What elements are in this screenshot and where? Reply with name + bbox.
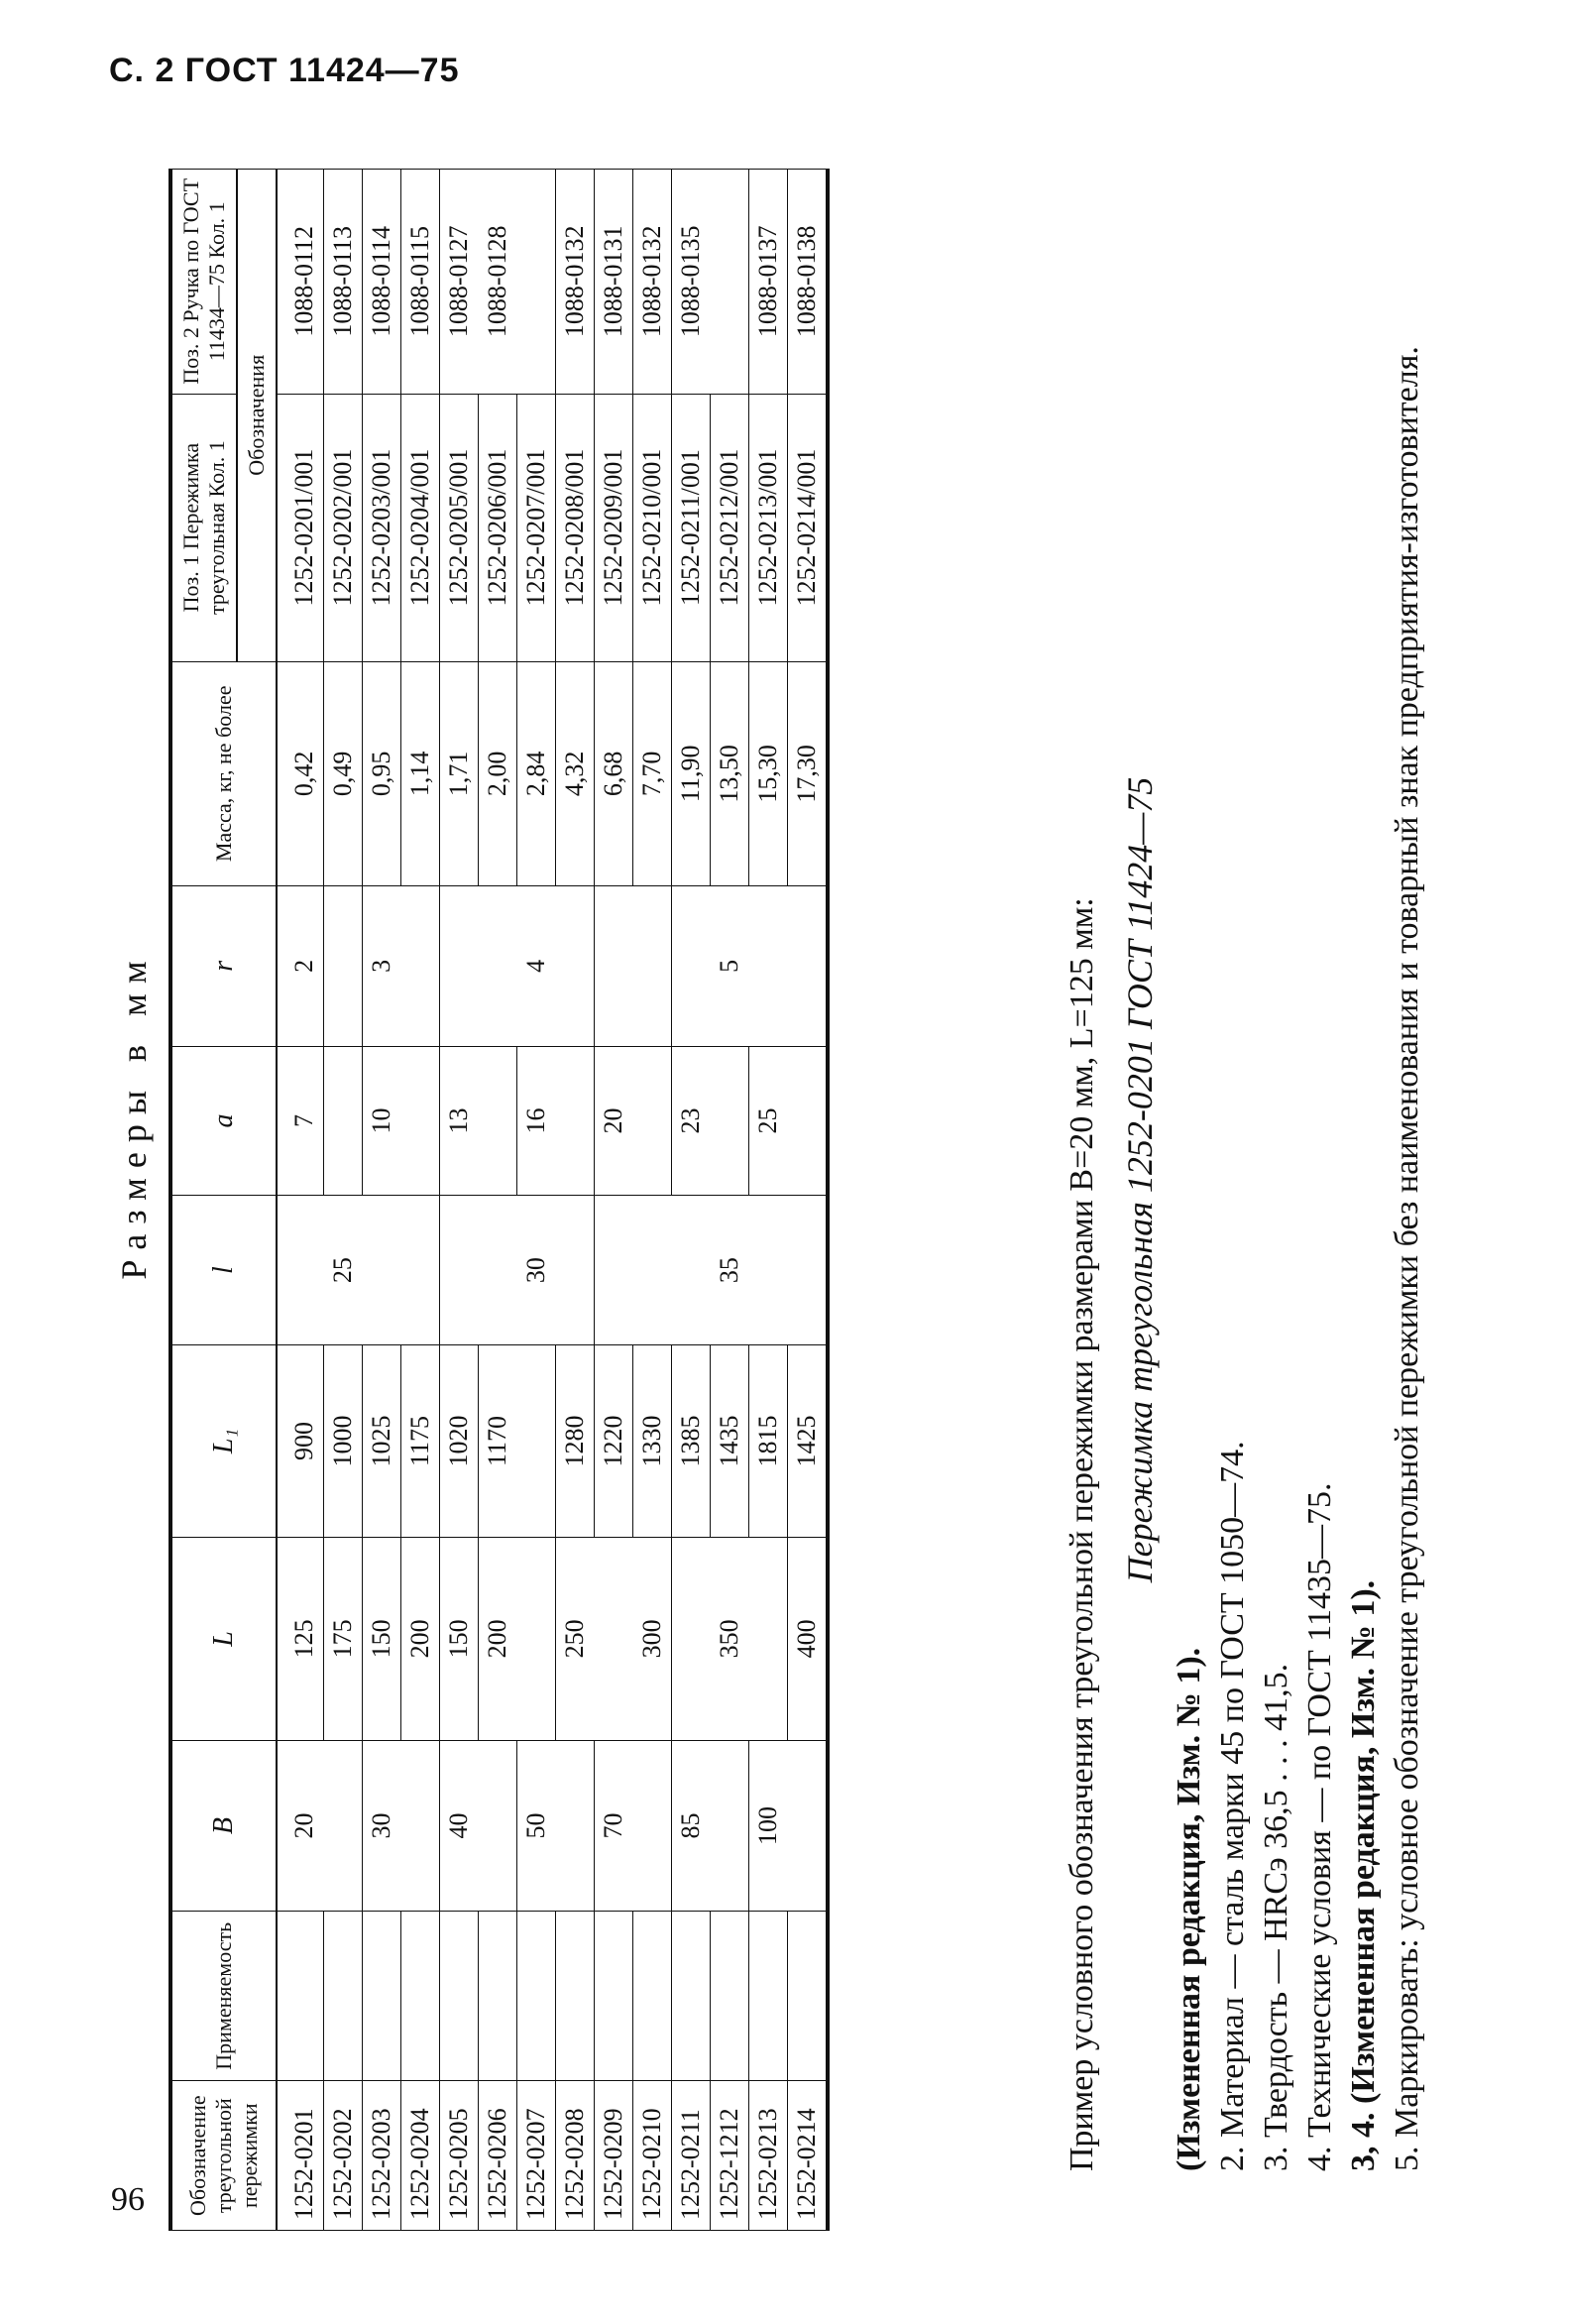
table-row	[401, 170, 440, 2231]
cell-mass: 2,00	[479, 661, 517, 886]
cell-a: 10	[363, 1046, 401, 1196]
cell-applicability	[595, 1912, 633, 2081]
cell-l	[749, 1196, 788, 1345]
cell-L: 200	[479, 1537, 517, 1740]
cell-code: 1252-1212	[711, 2081, 749, 2231]
cell-r	[440, 886, 479, 1047]
col-applicability: Применяемость	[170, 1912, 277, 2081]
table-row	[324, 170, 363, 2231]
cell-pos1: 1252-0208/001	[556, 394, 595, 661]
cell-a	[401, 1046, 440, 1196]
cell-L: 150	[363, 1537, 401, 1740]
col-a: a	[170, 1046, 277, 1196]
cell-a	[556, 1046, 595, 1196]
cell-B: 100	[749, 1740, 788, 1911]
cell-l	[277, 1196, 324, 1345]
cell-r: 2	[277, 886, 324, 1047]
table-row	[788, 170, 829, 2231]
cell-l	[595, 1196, 633, 1345]
cell-code: 1252-0206	[479, 2081, 517, 2231]
cell-mass: 7,70	[633, 661, 672, 886]
table-row	[749, 170, 788, 2231]
cell-a	[324, 1046, 363, 1196]
note-amendment-1: (Измененная редакция, Изм. № 1).	[1171, 1647, 1207, 2171]
cell-L1: 1815	[749, 1344, 788, 1537]
col-mass: Масса, кг, не более	[170, 661, 277, 886]
cell-pos1: 1252-0206/001	[479, 394, 517, 661]
cell-mass: 13,50	[711, 661, 749, 886]
cell-l	[363, 1196, 401, 1345]
example-text: Пример условного обозначения треугольной пережимки размерами B=20 мм, L=125 мм:	[1064, 897, 1100, 2171]
cell-pos2: 1088-0132	[633, 170, 672, 395]
cell-code: 1252-0213	[749, 2081, 788, 2231]
page-number: 96	[111, 2181, 145, 2218]
cell-pos2: 1088-0131	[595, 170, 633, 395]
cell-pos1: 1252-0212/001	[711, 394, 749, 661]
cell-L1: 1435	[711, 1344, 749, 1537]
cell-applicability	[749, 1912, 788, 2081]
cell-code: 1252-0207	[517, 2081, 556, 2231]
cell-pos2	[517, 170, 556, 395]
cell-L1: 900	[277, 1344, 324, 1537]
cell-B	[556, 1740, 595, 1911]
cell-mass: 11,90	[672, 661, 711, 886]
cell-applicability	[672, 1912, 711, 2081]
cell-L1: 1000	[324, 1344, 363, 1537]
col-l: l	[170, 1196, 277, 1345]
cell-r	[672, 886, 711, 1047]
cell-applicability	[788, 1912, 829, 2081]
cell-mass: 0,42	[277, 661, 324, 886]
cell-l	[672, 1196, 711, 1345]
cell-l	[788, 1196, 829, 1345]
cell-L1: 1025	[363, 1344, 401, 1537]
cell-r	[595, 886, 633, 1047]
table-row	[517, 170, 556, 2231]
cell-mass: 17,30	[788, 661, 829, 886]
cell-L1	[517, 1344, 556, 1537]
cell-mass: 0,49	[324, 661, 363, 886]
cell-mass: 0,95	[363, 661, 401, 886]
table-row	[277, 170, 324, 2231]
col-L: L	[170, 1537, 277, 1740]
cell-code: 1252-0214	[788, 2081, 829, 2231]
cell-r	[324, 886, 363, 1047]
cell-L1: 1170	[479, 1344, 517, 1537]
cell-pos1: 1252-0211/001	[672, 394, 711, 661]
cell-mass: 4,32	[556, 661, 595, 886]
note-hardness: 3. Твердость — HRCэ 36,5 . . . 41,5.	[1258, 1663, 1294, 2171]
cell-B: 70	[595, 1740, 633, 1911]
cell-L1: 1175	[401, 1344, 440, 1537]
cell-pos1: 1252-0213/001	[749, 394, 788, 661]
cell-L: 300	[633, 1537, 672, 1740]
cell-L: 350	[711, 1537, 749, 1740]
cell-l	[556, 1196, 595, 1345]
cell-L1: 1220	[595, 1344, 633, 1537]
table-row	[479, 170, 517, 2231]
cell-B: 50	[517, 1740, 556, 1911]
note-marking: 5. Маркировать: условное обозначение треугольной пережимки без наименования и товарный знак предприятия-изготовителя.	[1389, 346, 1425, 2171]
cell-pos2: 1088-0114	[363, 170, 401, 395]
cell-code: 1252-0202	[324, 2081, 363, 2231]
cell-r	[479, 886, 517, 1047]
cell-applicability	[556, 1912, 595, 2081]
table-row	[672, 170, 711, 2231]
cell-pos2: 1088-0135	[672, 170, 711, 395]
table-caption: Размеры в мм	[114, 951, 154, 1280]
note-amendment-2: 3, 4. (Измененная редакция, Изм. № 1).	[1345, 1579, 1382, 2171]
cell-pos1: 1252-0207/001	[517, 394, 556, 661]
notes-block	[1061, 188, 1429, 2171]
cell-a: 20	[595, 1046, 633, 1196]
cell-pos2: 1088-0115	[401, 170, 440, 395]
cell-pos1: 1252-0210/001	[633, 394, 672, 661]
cell-mass: 2,84	[517, 661, 556, 886]
cell-B	[479, 1740, 517, 1911]
cell-applicability	[633, 1912, 672, 2081]
cell-a	[633, 1046, 672, 1196]
cell-a: 7	[277, 1046, 324, 1196]
cell-B	[711, 1740, 749, 1911]
cell-l: 30	[517, 1196, 556, 1345]
cell-code: 1252-0210	[633, 2081, 672, 2231]
cell-l: 25	[324, 1196, 363, 1345]
cell-mass: 1,14	[401, 661, 440, 886]
cell-pos1: 1252-0202/001	[324, 394, 363, 661]
cell-code: 1252-0203	[363, 2081, 401, 2231]
cell-B: 20	[277, 1740, 324, 1911]
example-designation: Пережимка треугольная 1252-0201 ГОСТ 11424—75	[1120, 776, 1160, 1583]
cell-L: 400	[788, 1537, 829, 1740]
cell-L1: 1425	[788, 1344, 829, 1537]
cell-pos2: 1088-0138	[788, 170, 829, 395]
cell-applicability	[440, 1912, 479, 2081]
cell-pos2: 1088-0127	[440, 170, 479, 395]
cell-pos2: 1088-0132	[556, 170, 595, 395]
cell-r	[749, 886, 788, 1047]
cell-L	[595, 1537, 633, 1740]
rotated-content	[109, 169, 1467, 2231]
cell-a	[788, 1046, 829, 1196]
cell-B: 85	[672, 1740, 711, 1911]
cell-L: 125	[277, 1537, 324, 1740]
table-header-row	[170, 170, 237, 2231]
cell-r: 3	[363, 886, 401, 1047]
cell-l	[440, 1196, 479, 1345]
table-row	[711, 170, 749, 2231]
cell-B	[324, 1740, 363, 1911]
cell-a: 23	[672, 1046, 711, 1196]
cell-a: 16	[517, 1046, 556, 1196]
cell-L1: 1330	[633, 1344, 672, 1537]
cell-code: 1252-0208	[556, 2081, 595, 2231]
cell-code: 1252-0201	[277, 2081, 324, 2231]
col-pos1: Поз. 1 Пережимка треугольная Кол. 1	[170, 394, 237, 661]
cell-pos1: 1252-0214/001	[788, 394, 829, 661]
table-row	[633, 170, 672, 2231]
cell-r	[788, 886, 829, 1047]
dimensions-table	[168, 169, 830, 2231]
cell-L: 200	[401, 1537, 440, 1740]
cell-L	[749, 1537, 788, 1740]
col-designation: Обозначение треугольной пережимки	[170, 2081, 277, 2231]
cell-a	[711, 1046, 749, 1196]
cell-pos1: 1252-0205/001	[440, 394, 479, 661]
cell-B: 30	[363, 1740, 401, 1911]
cell-r	[556, 886, 595, 1047]
col-r: r	[170, 886, 277, 1047]
cell-a: 13	[440, 1046, 479, 1196]
col-pos2: Поз. 2 Ручка по ГОСТ 11434—75 Кол. 1	[170, 170, 237, 395]
cell-l	[633, 1196, 672, 1345]
cell-B	[633, 1740, 672, 1911]
cell-B: 40	[440, 1740, 479, 1911]
cell-pos1: 1252-0204/001	[401, 394, 440, 661]
cell-L	[672, 1537, 711, 1740]
table-row	[363, 170, 401, 2231]
cell-mass: 1,71	[440, 661, 479, 886]
cell-pos1: 1252-0209/001	[595, 394, 633, 661]
cell-l	[479, 1196, 517, 1345]
cell-B	[401, 1740, 440, 1911]
cell-applicability	[401, 1912, 440, 2081]
cell-pos2	[711, 170, 749, 395]
cell-pos1: 1252-0203/001	[363, 394, 401, 661]
cell-pos2: 1088-0113	[324, 170, 363, 395]
cell-pos2: 1088-0137	[749, 170, 788, 395]
table-row	[595, 170, 633, 2231]
page-header: С. 2 ГОСТ 11424—75	[109, 52, 460, 89]
cell-pos2: 1088-0112	[277, 170, 324, 395]
note-material: 2. Материал — сталь марки 45 по ГОСТ 1050—74.	[1214, 1441, 1251, 2171]
cell-applicability	[363, 1912, 401, 2081]
col-L1: L₁	[170, 1344, 277, 1537]
cell-applicability	[711, 1912, 749, 2081]
cell-applicability	[277, 1912, 324, 2081]
cell-a	[479, 1046, 517, 1196]
table-row	[440, 170, 479, 2231]
cell-L	[517, 1537, 556, 1740]
cell-code: 1252-0211	[672, 2081, 711, 2231]
cell-l	[401, 1196, 440, 1345]
cell-r	[633, 886, 672, 1047]
cell-L1: 1385	[672, 1344, 711, 1537]
cell-L1: 1020	[440, 1344, 479, 1537]
cell-mass: 6,68	[595, 661, 633, 886]
cell-applicability	[479, 1912, 517, 2081]
cell-applicability	[517, 1912, 556, 2081]
cell-code: 1252-0205	[440, 2081, 479, 2231]
table-row	[556, 170, 595, 2231]
cell-a: 25	[749, 1046, 788, 1196]
cell-pos1: 1252-0201/001	[277, 394, 324, 661]
cell-code: 1252-0204	[401, 2081, 440, 2231]
cell-B	[788, 1740, 829, 1911]
cell-l: 35	[711, 1196, 749, 1345]
cell-L: 175	[324, 1537, 363, 1740]
cell-r: 5	[711, 886, 749, 1047]
cell-L: 150	[440, 1537, 479, 1740]
cell-pos2: 1088-0128	[479, 170, 517, 395]
cell-L1: 1280	[556, 1344, 595, 1537]
cell-r	[401, 886, 440, 1047]
col-designations: Обозначения	[237, 170, 277, 662]
note-tech-conditions: 4. Технические условия — по ГОСТ 11435—75.	[1301, 1482, 1338, 2171]
cell-r: 4	[517, 886, 556, 1047]
cell-code: 1252-0209	[595, 2081, 633, 2231]
col-B: B	[170, 1740, 277, 1911]
cell-L: 250	[556, 1537, 595, 1740]
cell-applicability	[324, 1912, 363, 2081]
cell-mass: 15,30	[749, 661, 788, 886]
